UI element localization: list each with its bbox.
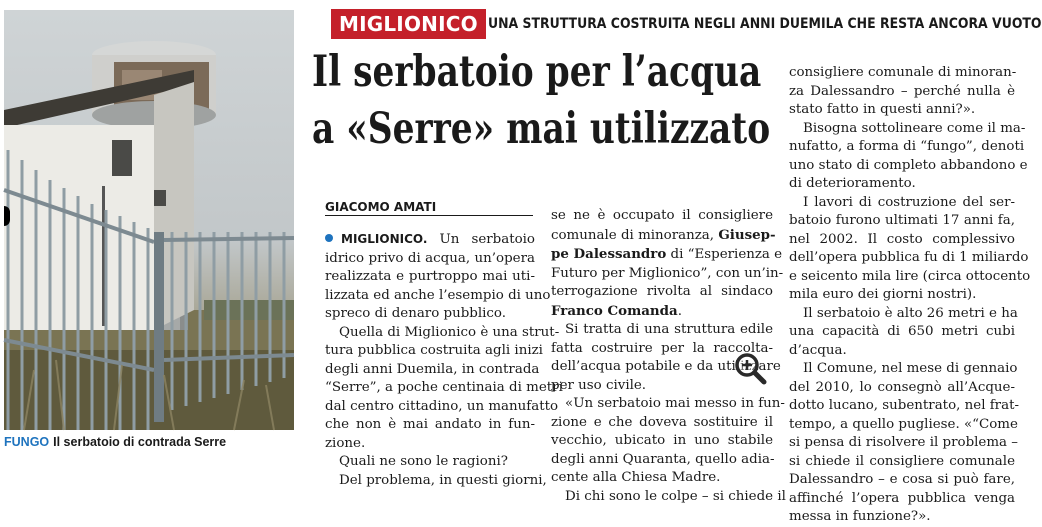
article-line: dell’acqua potabile e da utilizzare	[551, 359, 781, 374]
article-line: «Un serbatoio mai messo in fun-	[565, 396, 785, 411]
caption-text: Il serbatoio di contrada Serre	[53, 435, 227, 449]
headline-line-1: Il serbatoio per l’acqua	[312, 47, 762, 97]
article-column-3	[789, 64, 1031, 527]
article-line: se ne è occupato il consigliere	[551, 208, 773, 223]
article-line: nufatto, a forma di “fungo”, denoti	[789, 139, 1025, 154]
article-line: dotto lucano, subentrato, nel frat-	[789, 398, 1019, 413]
article-line: zione e che doveva sostituire il	[551, 414, 773, 430]
photo-caption	[4, 432, 294, 452]
article-line: pe Dalessandro di “Esperienza e	[551, 246, 783, 262]
article-line: za Dalessandro – perché nulla è	[789, 83, 1015, 99]
article-line: cente alla Chiesa Madre.	[551, 470, 721, 485]
article-line: che non è mai andato in fun-	[325, 417, 535, 432]
article-line: di deterioramento.	[789, 176, 916, 191]
article-line: Bisogna sottolineare come il ma-	[803, 120, 1026, 136]
article-line: Franco Comanda.	[551, 302, 682, 319]
article-line: messa in funzione?».	[789, 509, 931, 524]
article-line: lizzata ed anche l’esempio di uno	[325, 287, 551, 303]
article-line: uno stato di completo abbandono e	[789, 157, 1028, 173]
bullet-icon	[325, 234, 333, 242]
person-name: Franco Comanda	[551, 302, 678, 319]
article-line: comunale di minoranza, Giusep-	[551, 226, 776, 243]
article-line: d’acqua.	[789, 342, 847, 358]
dateline: MIGLIONICO.	[341, 232, 428, 246]
article-line: Dalessandro – e cosa si può fare,	[789, 472, 1015, 487]
article-line: Del problema, in questi giorni,	[339, 472, 547, 488]
article-line: Di chi sono le colpe – si chiede il	[565, 488, 786, 504]
person-name: pe Dalessandro	[551, 246, 667, 262]
article-line: terrogazione rivolta al sindaco	[551, 284, 773, 299]
article-line: degli anni Quaranta, quello adia-	[551, 451, 775, 467]
water-tower-photo	[4, 10, 294, 430]
article-line: si pensa di risolvere il problema –	[789, 435, 1018, 450]
article-line: tempo, a quello pugliese. «“Come	[789, 416, 1018, 432]
article-line: Futuro per Miglionico”, con un’in-	[551, 265, 784, 281]
article-line: degli anni Duemila, in contrada	[325, 361, 540, 377]
caption-keyword: FUNGO	[4, 435, 50, 449]
article-line: fatta costruire per la raccolta-	[551, 340, 773, 356]
article-line: nel 2002. Il costo complessivo	[789, 231, 1015, 247]
article-line: dell’opera pubblica fu di 1 miliardo	[789, 250, 1029, 265]
kicker-text: UNA STRUTTURA COSTRUITA NEGLI ANNI DUEMILA CHE RESTA ANCORA VUOTO	[488, 16, 1042, 32]
section-tag: MIGLIONICO	[331, 9, 486, 39]
article-line: stato fatto in questi anni?».	[789, 102, 976, 117]
article-line: I lavori di costruzione del ser-	[803, 194, 1015, 210]
article-line: Il serbatoio è alto 26 metri e ha	[803, 305, 1018, 321]
article-line: batoio furono ultimati 17 anni fa,	[789, 213, 1015, 228]
article-line: e seicento mila lire (circa ottocento	[789, 268, 1031, 284]
article-photo	[4, 10, 294, 430]
byline: GIACOMO AMATI	[325, 200, 533, 216]
article-line: affinché l’opera pubblica venga	[789, 490, 1015, 506]
article-line: Quella di Miglionico è una strut-	[339, 324, 560, 340]
article-line: Quali ne sono le ragioni?	[339, 454, 508, 469]
article-line: spreco di denaro pubblico.	[325, 306, 507, 321]
person-name: Giusep-	[718, 226, 776, 243]
article-line: una capacità di 650 metri cubi	[789, 324, 1015, 339]
article-line: per uso civile.	[551, 377, 647, 393]
headline-line-2: a «Serre» mai utilizzato	[312, 104, 771, 154]
article-line: “Serre”, a poche centinaia di metri	[325, 380, 563, 395]
zoom-in-icon[interactable]	[733, 351, 767, 385]
article-line: dal centro cittadino, un manufatto	[325, 398, 559, 414]
article-line: Si tratta di una struttura edile	[565, 322, 773, 337]
article-column-1	[325, 230, 563, 490]
article-line: del 2010, lo consegnò all’Acque-	[789, 379, 1015, 395]
article-line: tura pubblica costruita agli inizi	[325, 343, 543, 358]
article-line: idrico privo di acqua, un’opera	[325, 250, 535, 266]
article-line: consigliere comunale di minoran-	[789, 65, 1017, 80]
article-line: mila euro dei giorni nostri).	[789, 287, 977, 302]
article-line: MIGLIONICO. Un serbatoio	[325, 230, 535, 250]
article-line: si chiede il consigliere comunale	[789, 453, 1015, 469]
article-line: realizzata e purtroppo mai uti-	[325, 269, 535, 284]
article-line: vecchio, ubicato in uno stabile	[551, 433, 773, 448]
headline	[312, 44, 771, 158]
photo-edge-mark	[4, 206, 10, 226]
article-line: Il Comune, nel mese di gennaio	[803, 361, 1018, 376]
article-line: zione.	[325, 435, 366, 451]
